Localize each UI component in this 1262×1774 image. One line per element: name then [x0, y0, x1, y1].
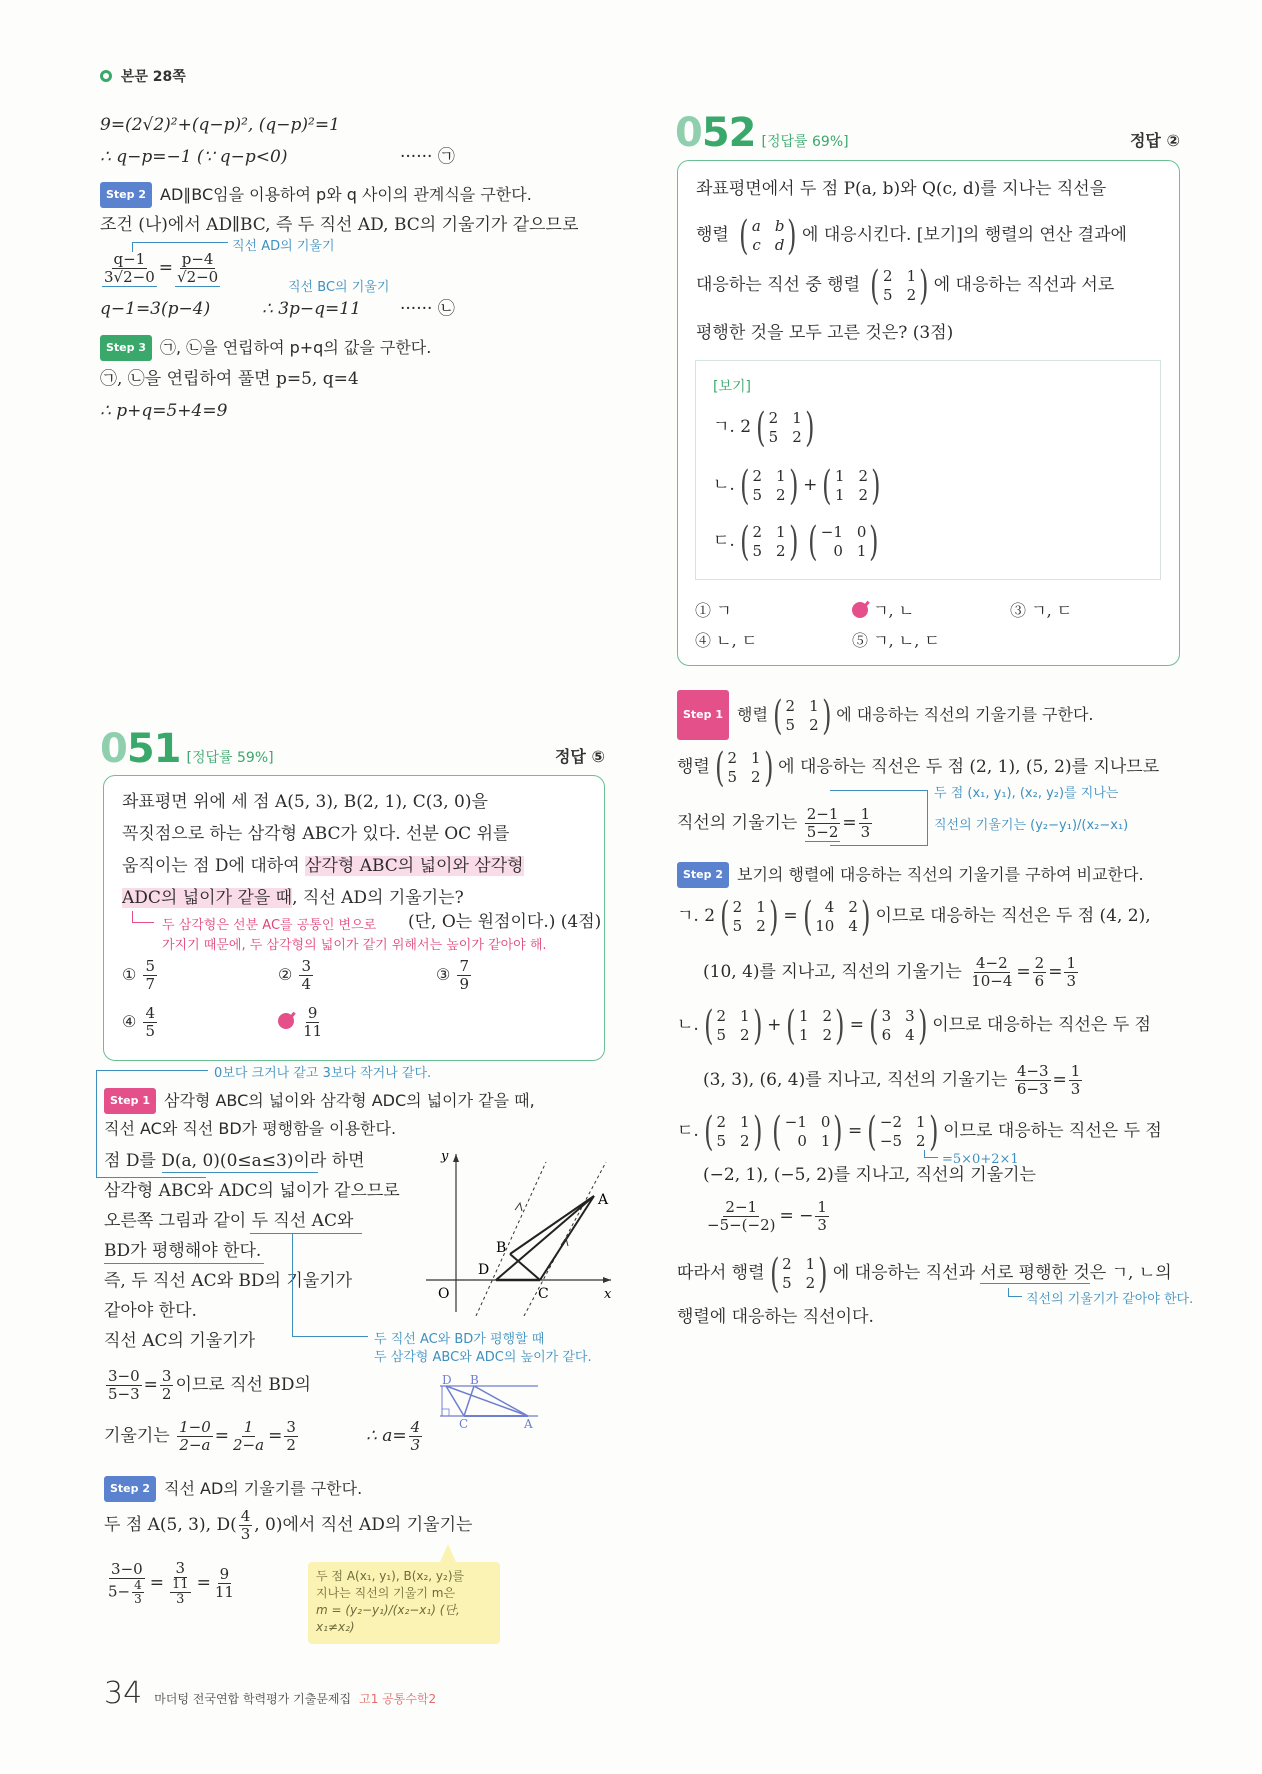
parallel-note2: 두 삼각형 ABC와 ADC의 높이가 같다. — [374, 1350, 592, 1365]
q052-conclusion-note: 직선의 기울기가 같아야 한다. — [1026, 1292, 1194, 1307]
step3-badge: Step 3 — [100, 335, 152, 361]
note-bc-slope: 직선 BC의 기울기 — [288, 280, 390, 295]
q052-conclusion-line2: 행렬에 대응하는 직선이다. — [677, 1307, 874, 1327]
q052-d-calc-note: =5×0+2×1 — [942, 1152, 1019, 1167]
q051-sol-line4: BD가 평행해야 한다. — [104, 1241, 262, 1261]
q051-line1: 좌표평면 위에 세 점 A(5, 3), B(2, 1), C(3, 0)을 — [122, 792, 488, 812]
q051-line3: 움직이는 점 D에 대하여 삼각형 ABC의 넓이와 삼각형 — [122, 856, 524, 876]
bogi-item-n: ㄴ. ( 2 1 5 2 ) + ( 1 2 1 2 ) — [713, 462, 881, 509]
q051-condition: (단, O는 원점이다.) (4점) — [408, 912, 602, 932]
q051-line4: ADC의 넓이가 같을 때, 직선 AD의 기울기는? — [122, 888, 464, 908]
tip-pointer — [440, 1544, 456, 1562]
circle-arrow-icon — [100, 70, 112, 82]
q052-step1: Step 1 행렬 ( 2 1 5 2 ) 에 대응하는 직선의 기울기를 구한다. — [677, 690, 1094, 736]
q051-choice-3[interactable]: ③ $\frac{7}{9}$ — [436, 957, 469, 993]
prev-step3 — [100, 335, 431, 361]
svg-text:B: B — [496, 1240, 507, 1256]
frac-bc: $\frac{p-4}{√2-0}$ — [177, 249, 219, 286]
q052-choice-3[interactable]: ③ ㄱ, ㄷ — [1010, 601, 1073, 620]
step2-title: AD∥BC임을 이용하여 p와 q 사이의 관계식을 구한다. — [160, 185, 532, 204]
highlight-area-condition-2: ADC의 넓이가 같을 때 — [122, 888, 293, 908]
q051-sol-line1: 점 D를 D(a, 0)(0≤a≤3)이라 하면 — [104, 1151, 365, 1171]
page-ref-label: 본문 28쪽 — [120, 69, 186, 85]
underline-d-range — [162, 1172, 318, 1173]
matrix-abcd: ( a b c d ) — [739, 212, 797, 259]
q052-step2 — [677, 862, 1144, 888]
parallel-note-connector — [292, 1233, 368, 1337]
svg-text:O: O — [438, 1286, 450, 1302]
step2-badge: Step 2 — [100, 182, 152, 208]
bogi-item-g: ㄱ. 2 ( 2 1 5 2 ) — [713, 404, 815, 451]
q052-d-line3: $\frac{2-1}{-5-(-2)}$ = − $\frac{1}{3}$ — [707, 1198, 827, 1234]
q052-s1-line1: 행렬 ( 2 1 5 2 ) 에 대응하는 직선은 두 점 (2, 1), (5, 2)를 지나므로 — [677, 744, 1160, 791]
footer — [104, 1676, 436, 1711]
step3-title: ㉠, ㉡을 연립하여 p+q의 값을 구한다. — [160, 338, 432, 357]
q052-header — [675, 110, 1180, 156]
q052-answer: 정답 ② — [1129, 131, 1180, 150]
diagram-label-y: y — [441, 1149, 449, 1164]
underline-parallel-2 — [104, 1263, 264, 1264]
prev-eq-result: ∴ 3p−q=11 — [262, 299, 361, 319]
q052-g-line1: ㄱ. 2 ( 2 1 5 2 ) = ( 4 2 10 4 ) 이므로 대응하는 직선은 두 점 (4, 2), — [677, 893, 1151, 940]
q052-rate: [정답률 69%] — [761, 134, 849, 150]
q052-g-line2: (10, 4)를 지나고, 직선의 기울기는 $\frac{4-2}{10-4}$ = $\frac{2}{6}$ = $\frac{1}{3}$ — [703, 954, 1076, 990]
book-title: 마더텅 전국연합 학력평가 기출문제집 — [154, 1692, 352, 1706]
q052-choice-5[interactable]: ⑤ ㄱ, ㄴ, ㄷ — [852, 631, 940, 650]
q052-step2-badge: Step 2 — [677, 862, 729, 888]
parallel-heights-diagram — [434, 1372, 544, 1428]
q051-step1 — [104, 1088, 535, 1114]
prev-step2-line1: 조건 (나)에서 AD∥BC, 즉 두 직선 AD, BC의 기울기가 같으므로 — [100, 215, 579, 235]
q052-conclusion-arrow — [1008, 1288, 1022, 1297]
q052-d-line2: (−2, 1), (−5, 2)를 지나고, 직선의 기울기는 — [703, 1165, 1036, 1185]
svg-text:C: C — [538, 1286, 549, 1302]
subject-label: 고1 공통수학2 — [359, 1692, 437, 1706]
range-bracket-line — [96, 1070, 208, 1071]
q051-step2 — [104, 1476, 362, 1502]
frac-ad: $\frac{q-1}{3√2-0}$ — [104, 249, 155, 286]
q051-sol-line6: 같아야 한다. — [104, 1301, 197, 1321]
prev-step2 — [100, 182, 532, 208]
q052-step2-title: 보기의 행렬에 대응하는 직선의 기울기를 구하여 비교한다. — [737, 865, 1144, 884]
q051-step2-line1: 두 점 A(5, 3), D( $\frac{4}{3}$ , 0)에서 직선 AD의 기울기는 — [104, 1507, 473, 1543]
svg-text:B: B — [470, 1373, 479, 1387]
page-number: 34 — [104, 1676, 143, 1711]
q052-d-calc-arrow — [924, 1150, 938, 1158]
q052-conclusion: 따라서 행렬 ( 2 1 5 2 ) 에 대응하는 직선과 서로 평행한 것은 ㄱ, ㄴ의 — [677, 1250, 1172, 1297]
check-mark-icon — [852, 602, 868, 618]
q052-n-line2: (3, 3), (6, 4)를 지나고, 직선의 기울기는 $\frac{4-3}{6-3}$ = $\frac{1}{3}$ — [703, 1062, 1081, 1098]
q052-s1-note2: 직선의 기울기는 (y₂−y₁)/(x₂−x₁) — [934, 818, 1129, 833]
q052-number: 052 — [675, 110, 756, 156]
pink-arrow — [132, 911, 154, 923]
svg-text:A: A — [598, 1192, 609, 1208]
prev-eq-mark1: ······ ㉠ — [400, 147, 455, 167]
q051-choice-4[interactable]: ④ $\frac{4}{5}$ — [122, 1004, 155, 1040]
q052-s1-slope: 직선의 기울기는 $\frac{2-1}{5-2}$ = $\frac{1}{3}$ — [677, 804, 871, 841]
prev-step3-line1: ㉠, ㉡을 연립하여 풀면 p=5, q=4 — [100, 369, 359, 389]
q052-choice-2[interactable]: ㄱ, ㄴ — [852, 598, 914, 621]
prev-step3-line2: ∴ p+q=5+4=9 — [100, 401, 228, 421]
q051-pink-note1: 두 삼각형은 선분 AC를 공통인 변으로 — [162, 918, 377, 933]
q051-number: 051 — [100, 726, 181, 772]
q051-step1-title2: 직선 AC와 직선 BD가 평행함을 이용한다. — [104, 1119, 397, 1138]
q051-sol-line7: 직선 AC의 기울기가 — [104, 1331, 256, 1351]
q051-choice-1[interactable]: ① $\frac{5}{7}$ — [122, 957, 155, 993]
q052-d-line1: ㄷ. ( 2 1 5 2 ) ( −1 0 0 1 ) = ( −2 1 −5 2 ) 이므로 대응하는 직선은 두 점 — [677, 1108, 1162, 1155]
svg-text:C: C — [459, 1417, 469, 1428]
q051-choice-2[interactable]: ② $\frac{3}{4}$ — [278, 957, 311, 993]
prev-eq-line3: q−1=3(p−4) — [100, 299, 211, 319]
q051-sol-line5: 즉, 두 직선 AC와 BD의 기울기가 — [104, 1271, 353, 1291]
svg-text:D: D — [442, 1373, 452, 1387]
diagram-label-x: x — [604, 1287, 612, 1302]
bogi-item-d: ㄷ. ( 2 1 5 2 ) ( −1 0 0 1 ) — [713, 518, 879, 565]
q052-n-line1: ㄴ. ( 2 1 5 2 ) + ( 1 2 1 2 ) = ( 3 3 6 4 ) 이므로 대응하는 직선은 두 점 — [677, 1002, 1151, 1049]
step1-badge: Step 1 — [104, 1088, 156, 1114]
q051-header — [100, 726, 605, 772]
note-ad-slope: 직선 AD의 기울기 — [232, 239, 335, 254]
page-ref — [100, 66, 186, 86]
slope-formula-tip: 두 점 A(x₁, y₁), B(x₂, y₂)를 지나는 직선의 기울기 m은 m = (y₂−y₁)/(x₂−x₁) (단, x₁≠x₂) — [308, 1562, 500, 1644]
q051-step2-badge: Step 2 — [104, 1476, 156, 1502]
prev-frac-eq: $\frac{q-1}{3√2-0}$ = $\frac{p-4}{√2-0}$ — [104, 249, 219, 286]
q051-pink-note2: 가지기 때문에, 두 삼각형의 넓이가 같기 위해서는 높이가 같아야 해. — [162, 938, 547, 953]
triangle-diagram — [416, 1148, 616, 1316]
q051-sol-line2: 삼각형 ABC와 ADC의 넓이가 같으므로 — [104, 1181, 400, 1201]
q051-step2-title: 직선 AD의 기울기를 구한다. — [164, 1479, 363, 1498]
bogi-title: [보기] — [713, 379, 751, 395]
step1-title: 삼각형 ABC의 넓이와 삼각형 ADC의 넓이가 같을 때, — [164, 1091, 535, 1110]
q051-bd-slope: 기울기는 $\frac{1-0}{2-a}$ = $\frac{1}{2-a}$ = $\frac{3}{2}$ — [104, 1418, 296, 1454]
q051-final-calc: 3−0 5− $\frac{4}{3}$ = $\frac{3}{\frac{11}{3}}$ = $\frac{9}{11}$ — [108, 1559, 234, 1607]
q051-answer: 정답 ⑤ — [554, 747, 605, 766]
range-note: 0보다 크거나 같고 3보다 작거나 같다. — [214, 1066, 432, 1081]
q051-rate: [정답률 59%] — [186, 750, 274, 766]
parallel-note1: 두 직선 AC와 BD가 평행할 때 — [374, 1332, 545, 1347]
svg-text:A: A — [524, 1417, 533, 1428]
prev-eq-line1: 9=(2√2)²+(q−p)², (q−p)²=1 — [100, 115, 340, 135]
prev-eq-mark2: ······ ㉡ — [400, 299, 455, 319]
q051-choice-5[interactable]: $\frac{9}{11}$ — [278, 1005, 326, 1040]
q052-step1-badge: Step 1 — [677, 690, 729, 740]
q052-line3: 대응하는 직선 중 행렬 ( 2 1 5 2 ) 에 대응하는 직선과 서로 — [696, 262, 1115, 309]
q052-choice-4[interactable]: ④ ㄴ, ㄷ — [695, 631, 758, 650]
q051-a-result: ∴ a= $\frac{4}{3}$ — [366, 1418, 421, 1454]
check-mark-icon — [278, 1013, 294, 1029]
q052-line1: 좌표평면에서 두 점 P(a, b)와 Q(c, d)를 지나는 직선을 — [696, 179, 1107, 199]
svg-text:D: D — [478, 1262, 490, 1278]
q052-s1-note1: 두 점 (x₁, y₁), (x₂, y₂)를 지나는 — [934, 786, 1119, 801]
matrix-main: ( 2 1 5 2 ) — [870, 262, 929, 309]
q052-line2: 행렬 ( a b c d ) 에 대응시킨다. [보기]의 행렬의 연산 결과에 — [696, 212, 1127, 259]
prev-eq-line2: ∴ q−p=−1 (∵ q−p<0) — [100, 147, 288, 167]
q051-line2: 꼭짓점으로 하는 삼각형 ABC가 있다. 선분 OC 위를 — [122, 824, 510, 844]
q052-line4: 평행한 것을 모두 고른 것은? (3점) — [696, 323, 954, 343]
highlight-area-condition-1: 삼각형 ABC의 넓이와 삼각형 — [305, 856, 524, 876]
q051-sol-line3: 오른쪽 그림과 같이 두 직선 AC와 — [104, 1211, 354, 1231]
q052-choice-1[interactable]: ① ㄱ — [695, 601, 732, 620]
q051-ac-slope: $\frac{3-0}{5-3}$ = $\frac{3}{2}$ 이므로 직선 BD의 — [108, 1367, 311, 1403]
